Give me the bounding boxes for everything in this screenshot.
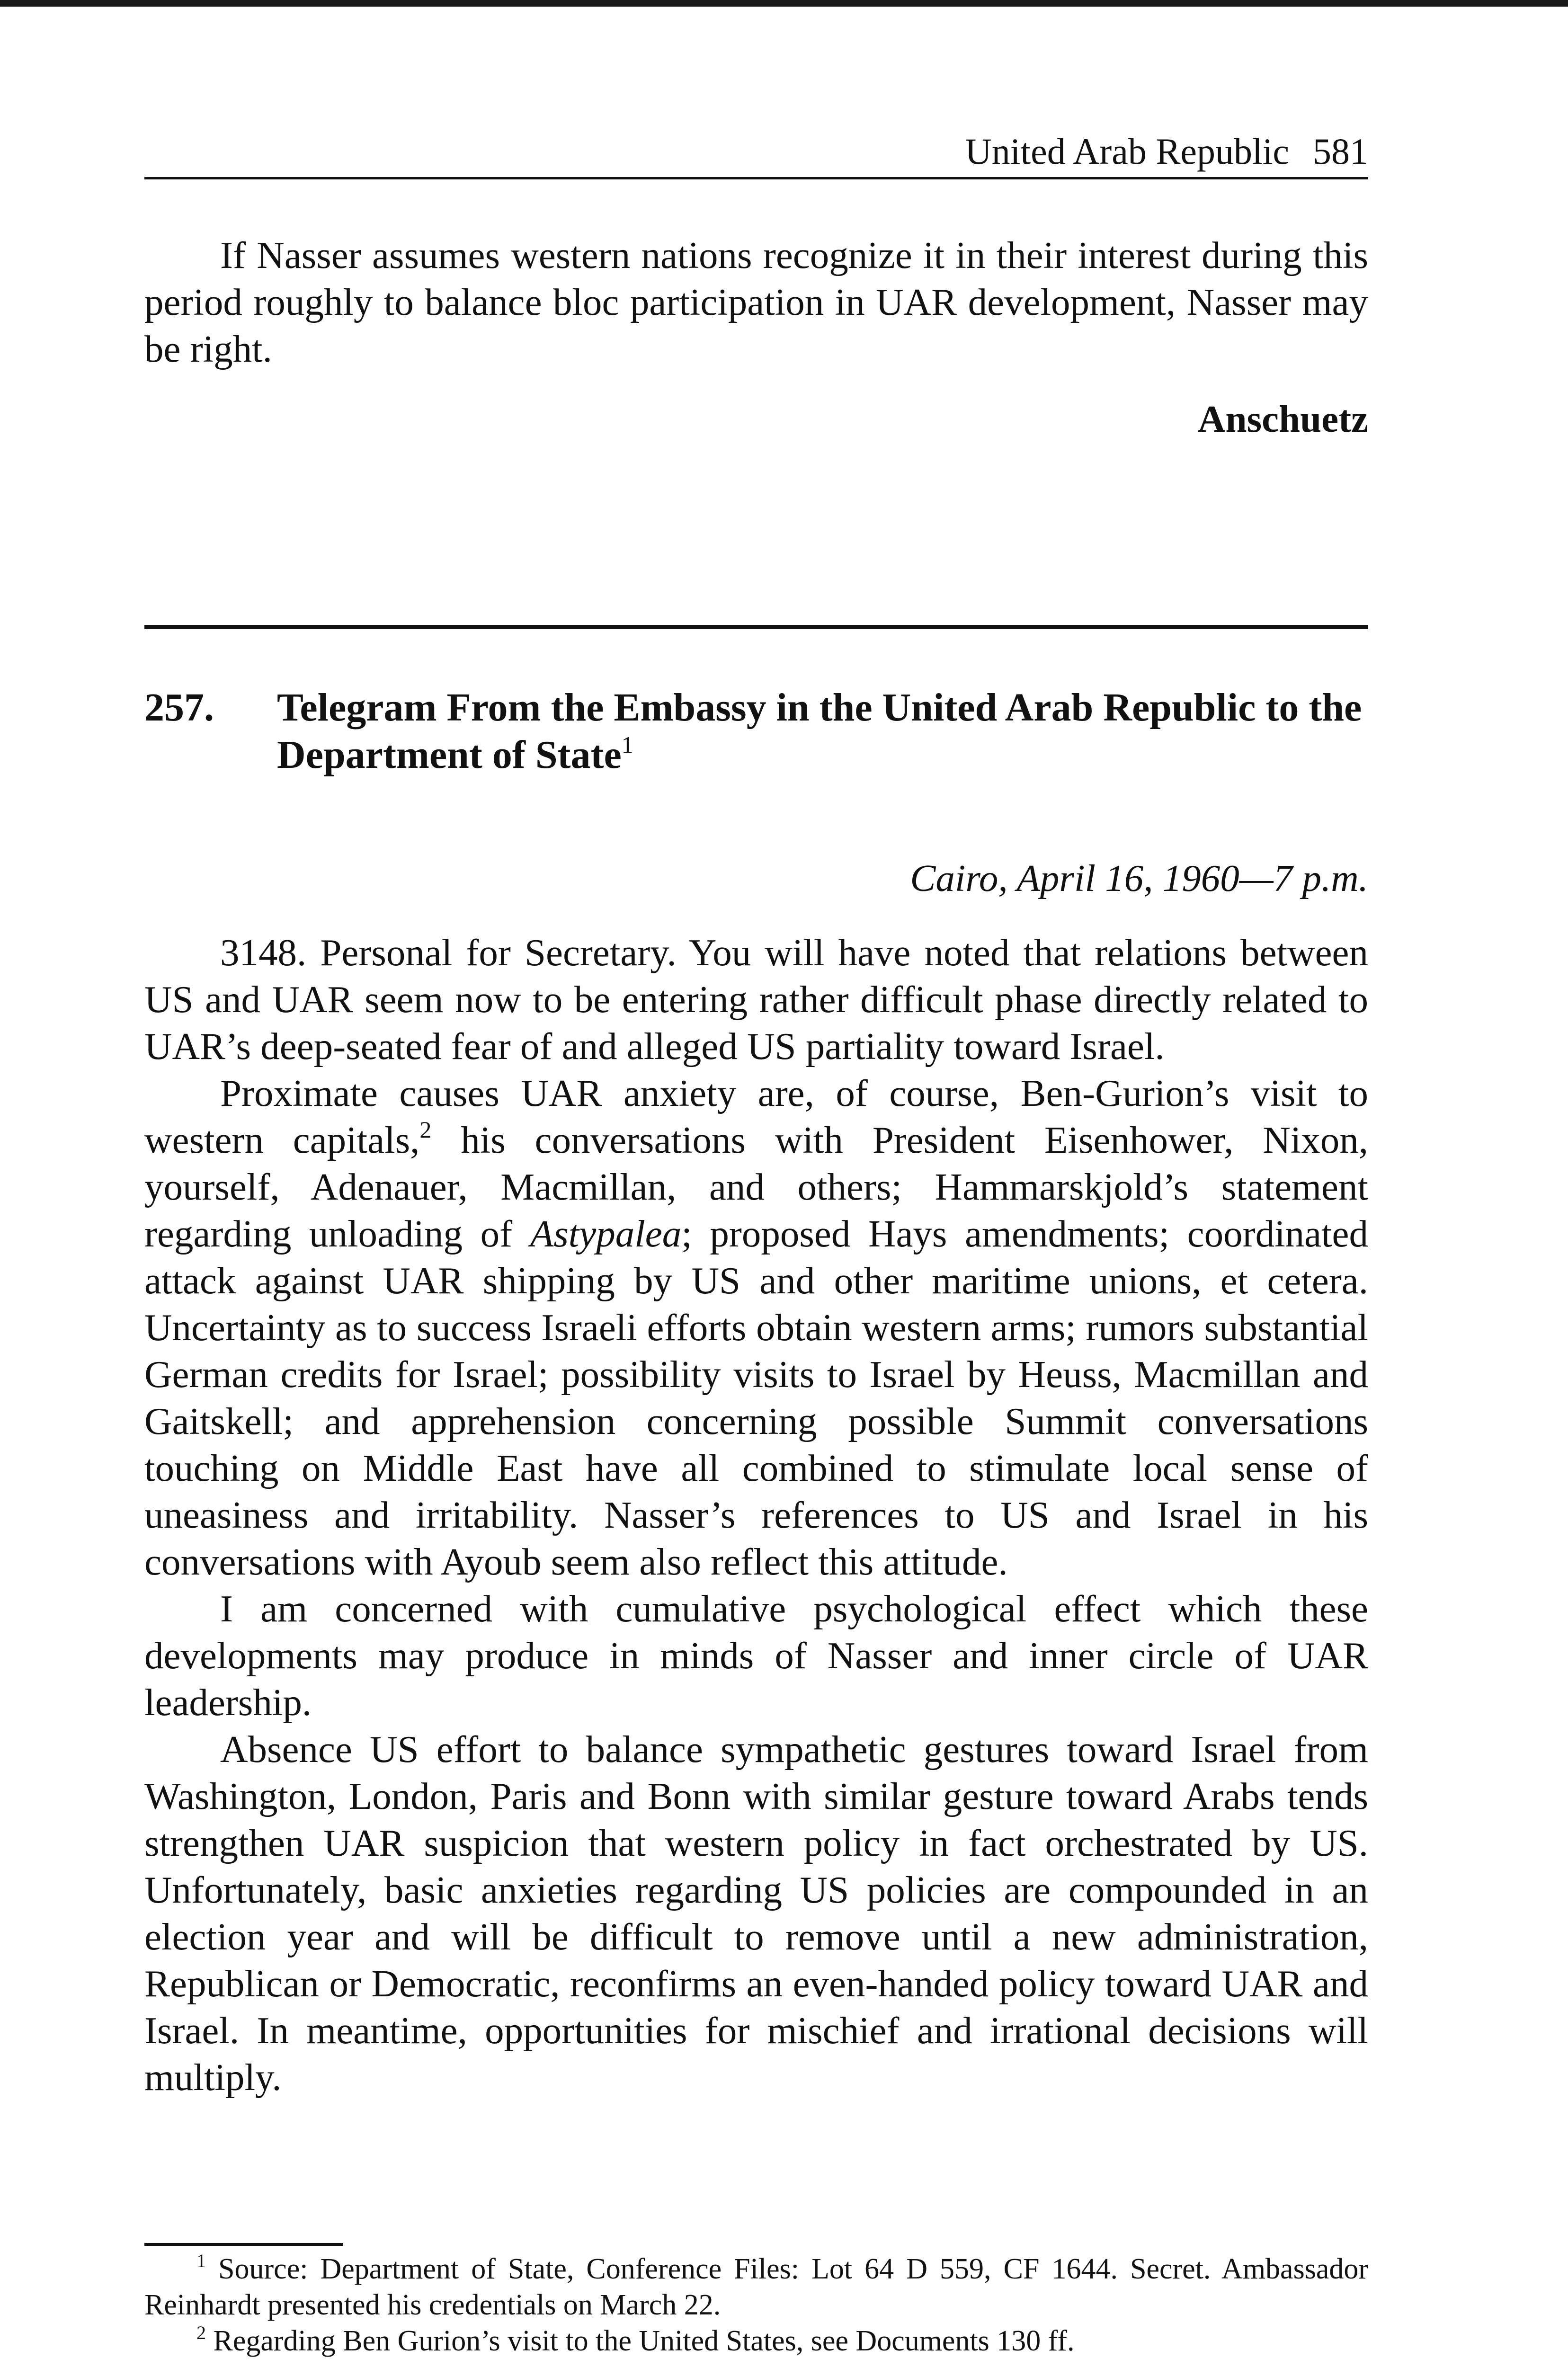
previous-document-text bbox=[144, 232, 1368, 373]
telegram-body bbox=[144, 929, 1368, 2101]
footnote-2-marker: 2 bbox=[196, 2322, 206, 2343]
running-head-title: United Arab Republic bbox=[965, 131, 1289, 172]
footnote-1-marker: 1 bbox=[196, 2250, 206, 2271]
signature: Anschuetz bbox=[1198, 398, 1368, 440]
page-number: 581 bbox=[1313, 131, 1368, 172]
footnote-1-text: Source: Department of State, Conference Files: Lot 64 D 559, CF 1644. Secret. Ambassador Reinhardt presented his credentials on March 22. bbox=[144, 2253, 1368, 2321]
document-title-wrap bbox=[277, 684, 1366, 779]
document-title: Telegram From the Embassy in the United Arab Republic to the Department of State bbox=[277, 685, 1362, 777]
paragraph-2-part-a: Proximate causes UAR anxiety are, of course, Ben-Gurion’s visit to western capitals, bbox=[144, 1072, 1368, 1161]
ship-name: Astypalea bbox=[530, 1212, 682, 1255]
title-footnote-ref: 1 bbox=[621, 731, 633, 758]
paragraph-3: I am concerned with cumulative psychological effect which these developments may produce in minds of Nasser and inner circle of UAR leadership. bbox=[144, 1587, 1368, 1724]
paragraph-4: Absence US effort to balance sympathetic gestures toward Israel from Washington, London, Paris and Bonn with similar gesture toward Arabs tends strengthen UAR suspicion that western policy in fact orchestrated by US. Unfortunately, basic anxieties regarding US policies are compounded in an election year and will be difficult to remove until a new administration, Republican or Democratic, reconfirms an even-handed policy toward UAR and Israel. In meantime, opportunities for mischief and irrational decisions will multiply. bbox=[144, 1728, 1368, 2099]
document-number: 257. bbox=[144, 685, 214, 730]
footnote-rule bbox=[144, 2243, 343, 2246]
paragraph-2 bbox=[144, 1070, 1368, 1585]
closing-paragraph: If Nasser assumes western nations recognize it in their interest during this period roughly to balance bloc participation in UAR development, Nasser may be right. bbox=[144, 234, 1368, 370]
document-heading bbox=[144, 684, 1368, 779]
footnote-ref-2: 2 bbox=[419, 1116, 432, 1143]
footnote-2 bbox=[144, 2323, 1368, 2359]
footnote-2-text: Regarding Ben Gurion’s visit to the United States, see Documents 130 ff. bbox=[206, 2325, 1075, 2357]
running-head bbox=[144, 128, 1368, 179]
paragraph-1: 3148. Personal for Secretary. You will have noted that relations between US and UAR seem now to be entering rather difficult phase directly related to UAR’s deep-seated fear of and alleged US partiality toward Israel. bbox=[144, 931, 1368, 1068]
paragraph-2-part-c: ; proposed Hays amendments; coordinated attack against UAR shipping by US and other maritime unions, et cetera. Uncertainty as to success Israeli efforts obtain western arms; rumors substantial German credits for Israel; possibility visits to Israel by Heuss, Macmillan and Gaitskell; and apprehension concerning possible Summit conversations touching on Middle East have all combined to stimulate local sense of uneasiness and irritability. Nasser’s references to US and Israel in his conversations with Ayoub seem also reflect this attitude. bbox=[144, 1212, 1368, 1583]
paragraph-2-part-b: his conversations with President Eisenhower, Nixon, yourself, Adenauer, Macmillan, and others; Hammarskjold’s statement regarding unloading of bbox=[144, 1119, 1368, 1255]
document-separator-rule bbox=[144, 625, 1368, 629]
page-top-edge bbox=[0, 0, 1568, 7]
footnote-1 bbox=[144, 2251, 1368, 2323]
footnotes bbox=[144, 2251, 1368, 2359]
dateline: Cairo, April 16, 1960—7 p.m. bbox=[910, 857, 1368, 899]
